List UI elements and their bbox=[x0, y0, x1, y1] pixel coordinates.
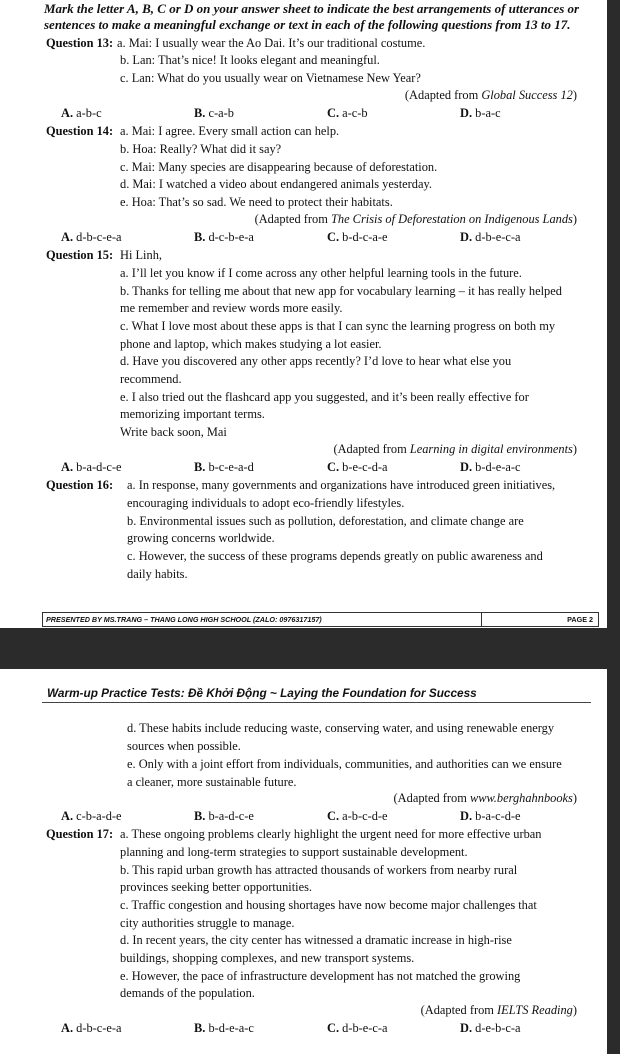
instructions-line-2: sentences to make a meaningful exchange or text in each of the following questions from 13 to 17. bbox=[44, 17, 571, 32]
q15-option-b: B. b-c-e-a-d bbox=[194, 460, 254, 474]
q15-line: a. I’ll let you know if I come across any other helpful learning tools in the future. bbox=[120, 266, 522, 280]
q16-line: a cleaner, more sustainable future. bbox=[127, 775, 297, 789]
question-17-label: Question 17: bbox=[46, 827, 114, 841]
q14-item-a: a. Mai: I agree. Every small action can help. bbox=[120, 124, 340, 138]
q16-option-d: D. b-a-c-d-e bbox=[460, 809, 521, 823]
q15-line: d. Have you discovered any other apps recently? I’d love to hear what else you bbox=[120, 354, 512, 368]
question-14-label: Question 14: bbox=[46, 124, 114, 138]
q16-option-c: C. a-b-c-d-e bbox=[327, 809, 388, 823]
q17-line: buildings, shopping complexes, and new transport systems. bbox=[120, 951, 415, 965]
q15-option-c: C. b-e-c-d-a bbox=[327, 460, 388, 474]
q17-option-d: D. d-e-b-c-a bbox=[460, 1021, 521, 1035]
q17-option-c: C. d-b-e-c-a bbox=[327, 1021, 388, 1035]
document-page-2 bbox=[0, 669, 607, 1054]
q17-line: a. These ongoing problems clearly highlight the urgent need for more effective urban bbox=[120, 827, 542, 841]
q16-option-b: B. b-a-d-c-e bbox=[194, 809, 254, 823]
q14-item-c: c. Mai: Many species are disappearing because of deforestation. bbox=[120, 160, 438, 174]
q15-option-a: A. b-a-d-c-e bbox=[61, 460, 122, 474]
q14-source: (Adapted from The Crisis of Deforestation on Indigenous Lands) bbox=[254, 212, 577, 226]
q16-line: daily habits. bbox=[127, 567, 188, 581]
q17-line: planning and long-term strategies to support sustainable development. bbox=[120, 845, 468, 859]
q15-line: b. Thanks for telling me about that new app for vocabulary learning – it has really helped bbox=[120, 284, 562, 298]
q16-line: growing concerns worldwide. bbox=[127, 531, 275, 545]
footer-divider bbox=[481, 613, 482, 626]
q16-line: encouraging individuals to adopt eco-friendly lifestyles. bbox=[127, 496, 405, 510]
q17-line: demands of the population. bbox=[120, 986, 255, 1000]
q17-line: b. This rapid urban growth has attracted thousands of workers from nearby rural bbox=[120, 863, 518, 877]
q15-closing: Write back soon, Mai bbox=[120, 425, 227, 439]
q14-option-a: A. d-b-c-e-a bbox=[61, 230, 122, 244]
header-rule bbox=[42, 702, 591, 703]
q16-source: (Adapted from www.berghahnbooks) bbox=[393, 791, 577, 805]
q13-item-b: b. Lan: That’s nice! It looks elegant and meaningful. bbox=[120, 53, 380, 67]
q13-item-a: a. Mai: I usually wear the Ao Dai. It’s our traditional costume. bbox=[117, 36, 426, 50]
q15-line: c. What I love most about these apps is that I can sync the learning progress on both my bbox=[120, 319, 556, 333]
q13-option-c: C. a-c-b bbox=[327, 106, 368, 120]
q17-line: e. However, the pace of infrastructure development has not matched the growing bbox=[120, 969, 521, 983]
q15-line: phone and laptop, which makes studying a lot easier. bbox=[120, 337, 382, 351]
instructions-line-1: Mark the letter A, B, C or D on your answer sheet to indicate the best arrangements of utterances or bbox=[44, 1, 580, 16]
page-header: Warm-up Practice Tests: Đề Khởi Động ~ Laying the Foundation for Success bbox=[47, 686, 477, 700]
page-footer bbox=[42, 612, 599, 627]
q15-line: recommend. bbox=[120, 372, 182, 386]
q15-option-d: D. b-d-e-a-c bbox=[460, 460, 521, 474]
q16-line: a. In response, many governments and organizations have introduced green initiatives, bbox=[127, 478, 556, 492]
q14-item-d: d. Mai: I watched a video about endangered animals yesterday. bbox=[120, 177, 432, 191]
q15-greeting: Hi Linh, bbox=[120, 248, 162, 262]
footer-credit: PRESENTED BY MS.TRANG – THANG LONG HIGH SCHOOL (ZALO: 0976317157) bbox=[46, 615, 322, 624]
q13-option-a: A. a-b-c bbox=[61, 106, 102, 120]
question-16-label: Question 16: bbox=[46, 478, 114, 492]
q15-line: memorizing important terms. bbox=[120, 407, 265, 421]
q15-line: e. I also tried out the flashcard app you suggested, and it’s been really effective for bbox=[120, 390, 529, 404]
question-13-label: Question 13: bbox=[46, 36, 114, 50]
q16-line: d. These habits include reducing waste, conserving water, and using renewable energy bbox=[127, 721, 555, 735]
q13-option-b: B. c-a-b bbox=[194, 106, 234, 120]
q14-item-b: b. Hoa: Really? What did it say? bbox=[120, 142, 282, 156]
question-15-label: Question 15: bbox=[46, 248, 114, 262]
q14-option-b: B. d-c-b-e-a bbox=[194, 230, 254, 244]
footer-page-number: PAGE 2 bbox=[567, 615, 593, 624]
q17-line: city authorities struggle to manage. bbox=[120, 916, 295, 930]
q14-option-d: D. d-b-e-c-a bbox=[460, 230, 521, 244]
q17-source: (Adapted from IELTS Reading) bbox=[420, 1003, 577, 1017]
q14-item-e: e. Hoa: That’s so sad. We need to protect their habitats. bbox=[120, 195, 393, 209]
q16-line: c. However, the success of these programs depends greatly on public awareness and bbox=[127, 549, 543, 563]
q15-line: me remember and review words more easily. bbox=[120, 301, 343, 315]
q17-line: provinces seeking better opportunities. bbox=[120, 880, 313, 894]
q14-option-c: C. b-d-c-a-e bbox=[327, 230, 388, 244]
q13-source: (Adapted from Global Success 12) bbox=[404, 88, 577, 102]
q17-line: c. Traffic congestion and housing shortages have now become major challenges that bbox=[120, 898, 537, 912]
q16-line: sources when possible. bbox=[127, 739, 241, 753]
q17-line: d. In recent years, the city center has witnessed a dramatic increase in high-rise bbox=[120, 933, 512, 947]
q17-option-a: A. d-b-c-e-a bbox=[61, 1021, 122, 1035]
q15-source: (Adapted from Learning in digital environments) bbox=[333, 442, 577, 456]
q16-line: b. Environmental issues such as pollution, deforestation, and climate change are bbox=[127, 514, 524, 528]
q13-item-c: c. Lan: What do you usually wear on Vietnamese New Year? bbox=[120, 71, 421, 85]
q13-option-d: D. b-a-c bbox=[460, 106, 501, 120]
q17-option-b: B. b-d-e-a-c bbox=[194, 1021, 254, 1035]
q16-line: e. Only with a joint effort from individuals, communities, and authorities can we ensure bbox=[127, 757, 562, 771]
q16-option-a: A. c-b-a-d-e bbox=[61, 809, 122, 823]
